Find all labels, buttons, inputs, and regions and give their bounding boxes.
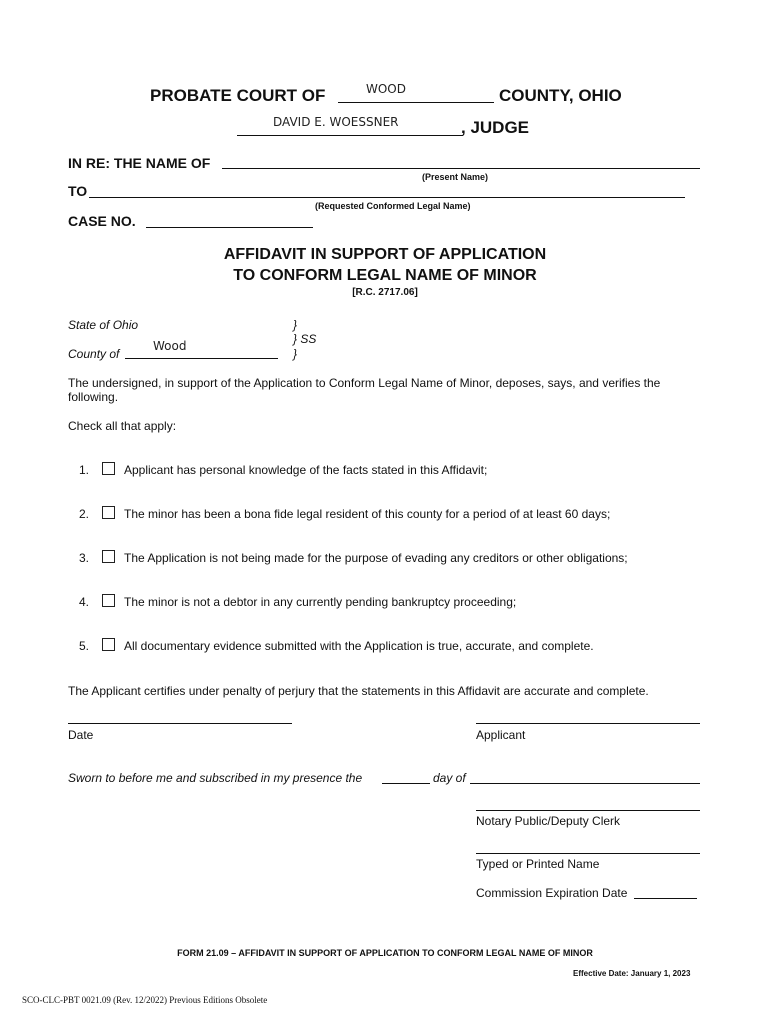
county-suffix: COUNTY, OHIO bbox=[499, 86, 622, 105]
case-no-label: CASE NO. bbox=[68, 213, 136, 229]
brace-top: } bbox=[293, 318, 298, 332]
item-text: The Application is not being made for the purpose of evading any creditors or other obligations; bbox=[124, 551, 628, 565]
notary-line[interactable] bbox=[476, 810, 700, 811]
typed-name-label: Typed or Printed Name bbox=[476, 857, 600, 871]
effective-date: Effective Date: January 1, 2023 bbox=[573, 969, 691, 978]
certification-text: The Applicant certifies under penalty of perjury that the statements in this Affidavit are accurate and complete. bbox=[68, 684, 649, 698]
title-line1: AFFIDAVIT IN SUPPORT OF APPLICATION bbox=[223, 246, 547, 263]
sworn-day-line[interactable] bbox=[382, 783, 430, 784]
applicant-label: Applicant bbox=[476, 728, 526, 742]
item-number: 3. bbox=[79, 551, 90, 565]
item-checkbox[interactable] bbox=[102, 462, 115, 475]
commission-label: Commission Expiration Date bbox=[476, 886, 628, 900]
item-text: All documentary evidence submitted with the Application is true, accurate, and complete. bbox=[124, 639, 594, 653]
court-prefix: PROBATE COURT OF bbox=[150, 86, 326, 105]
judge-value[interactable]: DAVID E. WOESSNER bbox=[273, 115, 399, 129]
notary-label: Notary Public/Deputy Clerk bbox=[476, 814, 621, 828]
item-checkbox[interactable] bbox=[102, 506, 115, 519]
judge-line bbox=[237, 135, 463, 136]
county-value[interactable]: WOOD bbox=[366, 82, 406, 96]
sworn-text-a: Sworn to before me and subscribed in my presence the bbox=[68, 771, 363, 785]
venue-state: State of Ohio bbox=[68, 318, 139, 332]
item-text: Applicant has personal knowledge of the facts stated in this Affidavit; bbox=[124, 463, 488, 477]
case-no-line[interactable] bbox=[146, 227, 313, 228]
sworn-text-b: day of bbox=[433, 771, 466, 785]
check-all-label: Check all that apply: bbox=[68, 419, 177, 433]
to-label: TO bbox=[68, 183, 88, 199]
judge-suffix: , JUDGE bbox=[461, 118, 530, 137]
form-id: SCO-CLC-PBT 0021.09 (Rev. 12/2022) Previous Editions Obsolete bbox=[22, 995, 268, 1005]
sworn-month-line[interactable] bbox=[470, 783, 700, 784]
title-line2: TO CONFORM LEGAL NAME OF MINOR bbox=[233, 267, 537, 284]
item-text: The minor has been a bona fide legal resident of this county for a period of at least 60 days; bbox=[124, 507, 611, 521]
venue-county-line bbox=[125, 358, 278, 359]
item-number: 2. bbox=[79, 507, 90, 521]
statute: [R.C. 2717.06] bbox=[352, 287, 418, 298]
venue-county-value[interactable]: Wood bbox=[153, 339, 187, 353]
item-checkbox[interactable] bbox=[102, 550, 115, 563]
brace-bottom: } bbox=[293, 347, 298, 361]
intro-line2: following. bbox=[68, 390, 119, 404]
venue-county-label: County of bbox=[68, 347, 120, 361]
item-number: 4. bbox=[79, 595, 90, 609]
date-line[interactable] bbox=[68, 723, 292, 724]
item-number: 5. bbox=[79, 639, 90, 653]
commission-line[interactable] bbox=[634, 898, 697, 899]
form-title: FORM 21.09 – AFFIDAVIT IN SUPPORT OF APPLICATION TO CONFORM LEGAL NAME OF MINOR bbox=[177, 948, 593, 958]
brace-ss: } SS bbox=[293, 332, 317, 346]
item-number: 1. bbox=[79, 463, 90, 477]
county-line bbox=[338, 102, 494, 103]
item-checkbox[interactable] bbox=[102, 594, 115, 607]
requested-name-line[interactable] bbox=[89, 197, 685, 198]
date-label: Date bbox=[68, 728, 94, 742]
present-name-caption: (Present Name) bbox=[422, 172, 489, 182]
typed-name-line[interactable] bbox=[476, 853, 700, 854]
item-checkbox[interactable] bbox=[102, 638, 115, 651]
item-text: The minor is not a debtor in any currently pending bankruptcy proceeding; bbox=[124, 595, 517, 609]
requested-caption: (Requested Conformed Legal Name) bbox=[315, 201, 471, 211]
present-name-line[interactable] bbox=[222, 168, 700, 169]
intro-line1: The undersigned, in support of the Application to Conform Legal Name of Minor, deposes, says, and verifies the bbox=[68, 376, 661, 390]
in-re-label: IN RE: THE NAME OF bbox=[68, 155, 211, 171]
applicant-line[interactable] bbox=[476, 723, 700, 724]
